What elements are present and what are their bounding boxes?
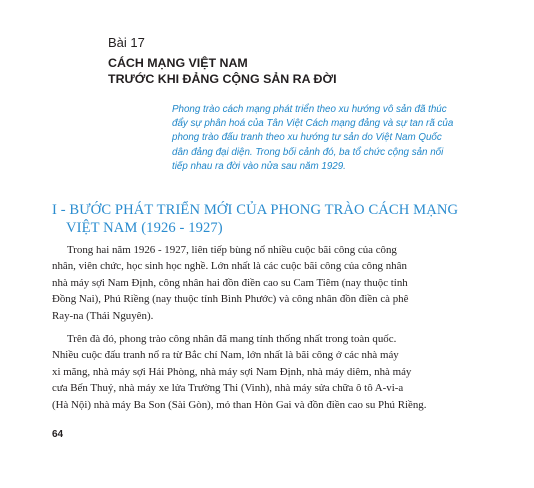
paragraph-line: Đồng Nai), Phú Riềng (nay thuộc tỉnh Bình Phước) và công nhân đồn điền cà phê <box>52 293 409 306</box>
lesson-intro <box>172 103 502 174</box>
paragraph-line: Nhiều cuộc đấu tranh nổ ra từ Bắc chí Nam, lớn nhất là bãi công ở các nhà máy <box>52 349 399 362</box>
lesson-title <box>108 55 508 87</box>
paragraph-line: nhà máy sợi Nam Định, công nhân hai đồn điền cao su Cam Tiêm (nay thuộc tỉnh <box>52 276 408 289</box>
paragraph-line: (Hà Nội) nhà máy Ba Son (Sài Gòn), mỏ than Hòn Gai và đồn điền cao su Phú Riềng. <box>52 398 427 411</box>
paragraph-line: Ray-na (Thái Nguyên). <box>52 309 154 322</box>
paragraph-line: Trên đà đó, phong trào công nhân đã mang tính thống nhất trong toàn quốc. <box>67 333 397 345</box>
intro-line: phong trào đấu tranh theo xu hướng tư sản do Việt Nam Quốc <box>172 132 442 144</box>
intro-line: đẩy sự phân hoá của Tân Việt Cách mạng đảng và sự tan rã của <box>172 118 454 130</box>
body-paragraph <box>52 242 490 324</box>
paragraph-line: nhân, viên chức, học sinh học nghề. Lớn nhất là các cuộc bãi công của công nhân <box>52 260 407 273</box>
body-paragraph <box>52 331 490 413</box>
intro-line: tiếp nhau ra đời vào nửa sau năm 1929. <box>172 160 346 172</box>
lesson-number: Bài 17 <box>108 35 145 50</box>
paragraph-line: cưa Bến Thuỷ, nhà máy xe lửa Trường Thi (Vinh), nhà máy sửa chữa ô tô A-vi-a <box>52 382 404 395</box>
lesson-title-line: CÁCH MẠNG VIỆT NAM <box>108 56 248 70</box>
section-heading <box>52 201 512 237</box>
lesson-title-line: TRƯỚC KHI ĐẢNG CỘNG SẢN RA ĐỜI <box>108 72 337 86</box>
section-heading-line: I - BƯỚC PHÁT TRIỂN MỚI CỦA PHONG TRÀO CÁCH MẠNG <box>52 202 459 218</box>
section-heading-line: VIỆT NAM (1926 - 1927) <box>66 220 223 236</box>
paragraph-line: Trong hai năm 1926 - 1927, liên tiếp bùng nổ nhiều cuộc bãi công của công <box>67 244 397 256</box>
paragraph-line: xi măng, nhà máy sợi Hải Phòng, nhà máy sợi Nam Định, nhà máy diêm, nhà máy <box>52 365 412 378</box>
page-number: 64 <box>52 429 64 440</box>
intro-line: dân đảng đại diện. Trong bối cảnh đó, ba tổ chức cộng sản nối <box>172 146 444 158</box>
intro-line: Phong trào cách mạng phát triển theo xu hướng vô sản đã thúc <box>172 104 447 115</box>
